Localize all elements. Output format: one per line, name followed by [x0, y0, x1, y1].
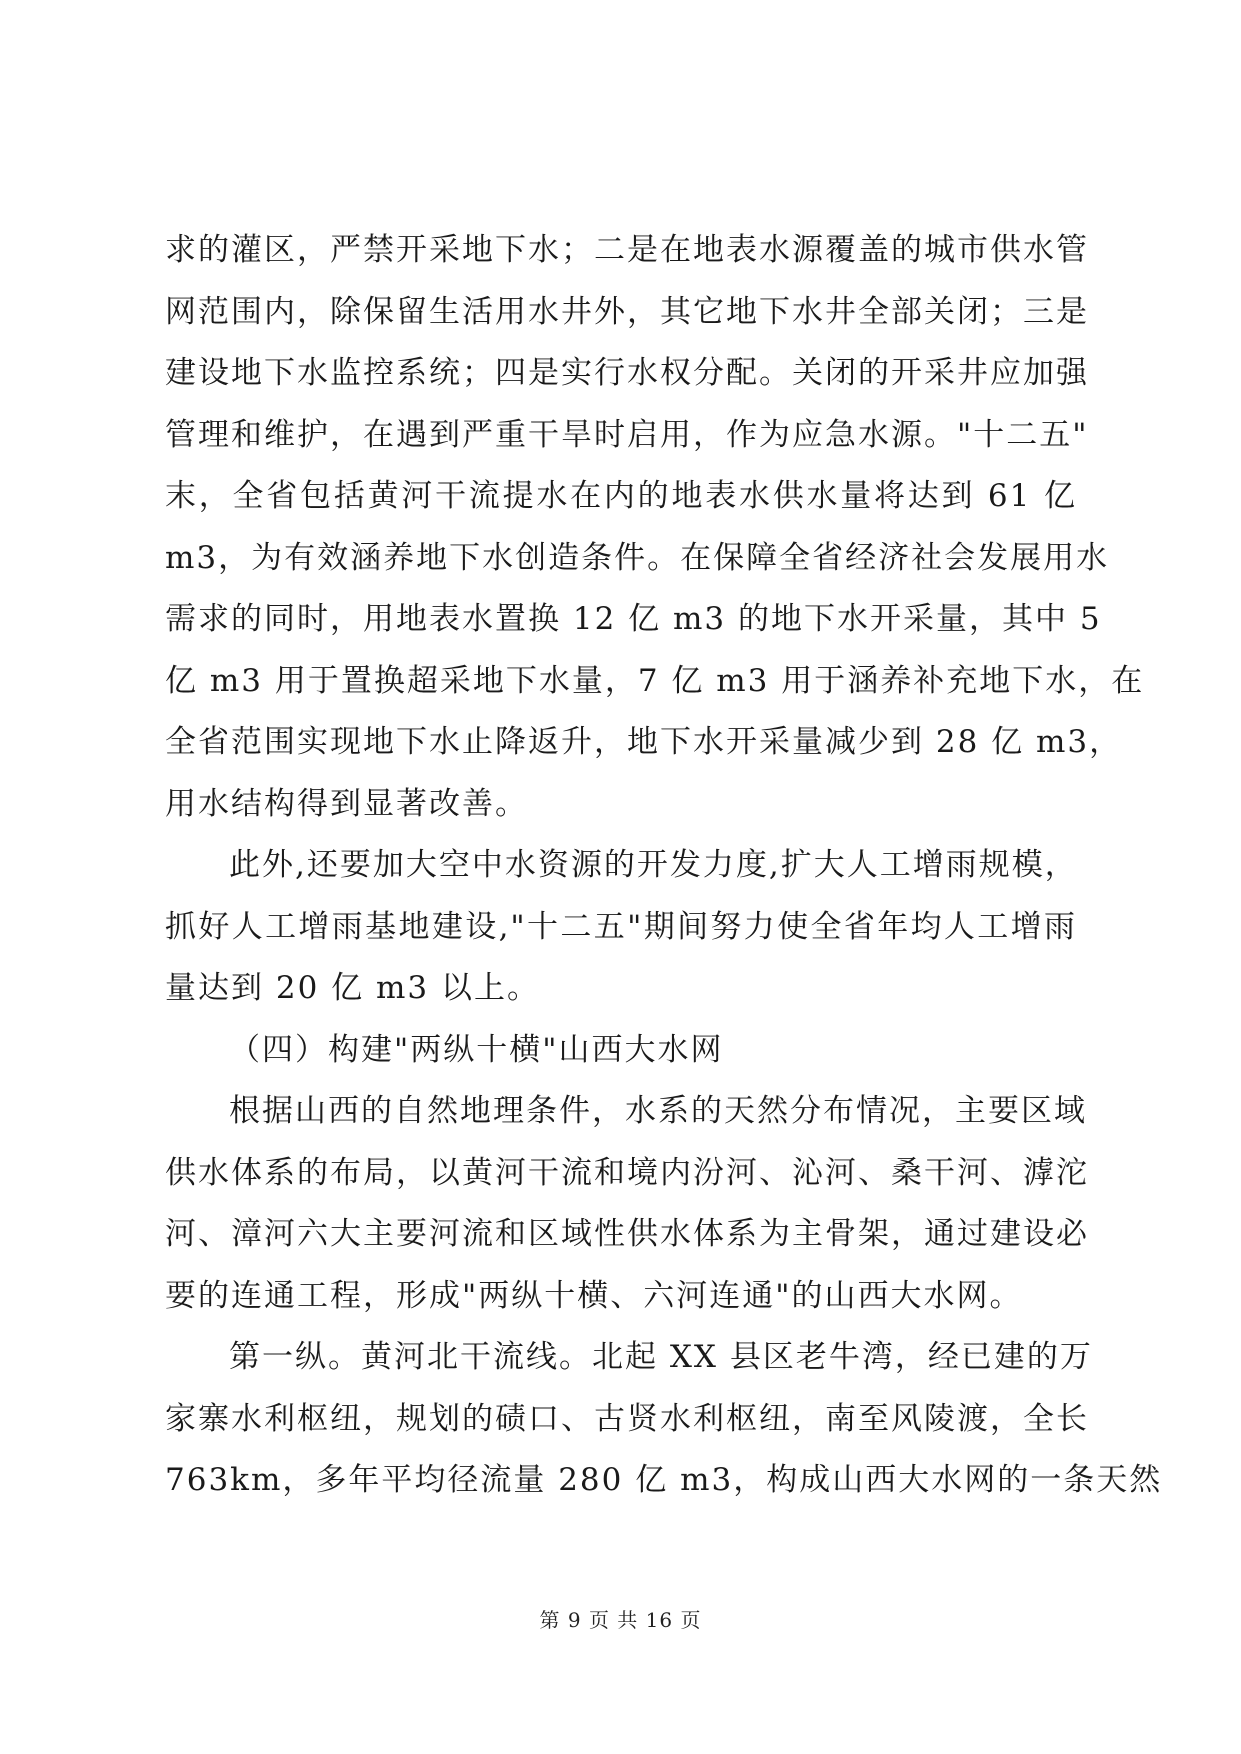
text-line: 亿 m3 用于置换超采地下水量，7 亿 m3 用于涵养补充地下水，在 — [165, 662, 1145, 699]
text-line: 要的连通工程，形成"两纵十横、六河连通"的山西大水网。 — [165, 1277, 1023, 1314]
page-number-footer: 第 9 页 共 16 页 — [539, 1608, 702, 1632]
text-line: 求的灌区，严禁开采地下水；二是在地表水源覆盖的城市供水管 — [165, 232, 1089, 268]
text-line: 河、漳河六大主要河流和区域性供水体系为主骨架，通过建设必 — [165, 1216, 1089, 1252]
paragraph-first-line: 此外,还要加大空中水资源的开发力度,扩大人工增雨规模， — [229, 847, 1078, 883]
text-line: 763km，多年平均径流量 280 亿 m3，构成山西大水网的一条天然 — [165, 1462, 1163, 1498]
text-line: 建设地下水监控系统；四是实行水权分配。关闭的开采井应加强 — [165, 355, 1089, 391]
text-line: 末，全省包括黄河干流提水在内的地表水供水量将达到 61 亿 — [165, 478, 1077, 514]
text-line: 供水体系的布局，以黄河干流和境内汾河、沁河、桑干河、滹沱 — [165, 1154, 1089, 1191]
text-line: 用水结构得到显著改善。 — [165, 785, 528, 822]
paragraph-first-line: 第一纵。黄河北干流线。北起 XX 县区老牛湾，经已建的万 — [229, 1339, 1093, 1375]
section-heading: （四）构建"两纵十横"山西大水网 — [229, 1031, 724, 1068]
text-line: 全省范围实现地下水止降返升，地下水开采量减少到 28 亿 m3， — [165, 724, 1123, 760]
text-line: m3，为有效涵养地下水创造条件。在保障全省经济社会发展用水 — [165, 539, 1110, 576]
text-line: 家寨水利枢纽，规划的碛口、古贤水利枢纽，南至风陵渡，全长 — [165, 1400, 1089, 1437]
text-line: 量达到 20 亿 m3 以上。 — [165, 970, 540, 1006]
text-line: 抓好人工增雨基地建设,"十二五"期间努力使全省年均人工增雨 — [165, 908, 1077, 945]
paragraph-first-line: 根据山西的自然地理条件，水系的天然分布情况，主要区域 — [229, 1093, 1087, 1129]
document-body — [165, 220, 1163, 1512]
text-line: 管理和维护，在遇到严重干旱时启用，作为应急水源。"十二五" — [165, 416, 1089, 453]
text-line: 需求的同时，用地表水置换 12 亿 m3 的地下水开采量，其中 5 — [165, 601, 1102, 637]
text-line: 网范围内，除保留生活用水井外，其它地下水井全部关闭；三是 — [165, 293, 1089, 330]
